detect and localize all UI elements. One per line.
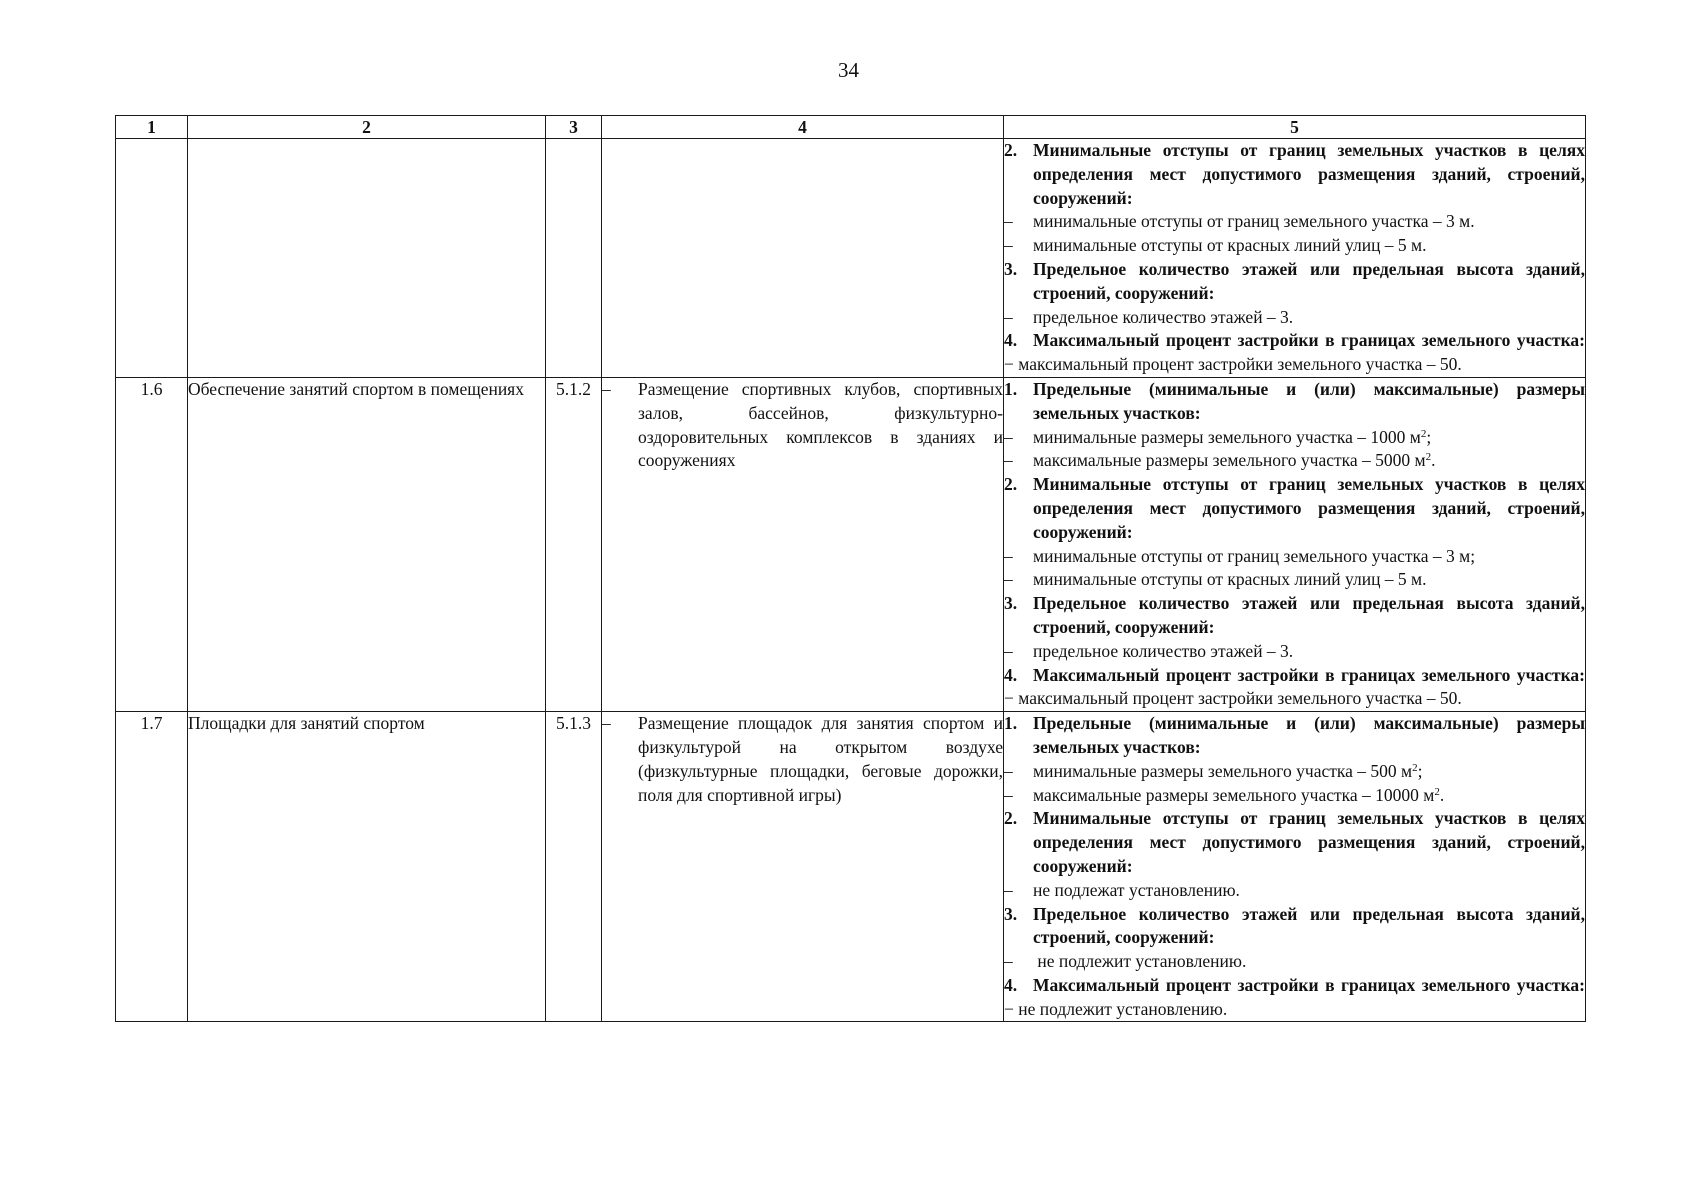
section-title: Предельное количество этажей или предельная высота зданий, строений, сооружений: <box>1033 903 1585 948</box>
section-number: 4. <box>1004 330 1018 351</box>
dash-marker: – <box>602 713 611 734</box>
dash-marker: – <box>1004 760 1013 781</box>
section-title: Минимальные отступы от границ земельных участков в целях определения мест допустимого размещения зданий, строений, сооружений: <box>1033 140 1585 208</box>
param-tail: . <box>1431 450 1436 471</box>
row-id: 1.6 <box>116 377 188 711</box>
dash-marker: – <box>1004 426 1013 447</box>
table-row-1-6 <box>116 377 1586 711</box>
param-value: минимальные размеры земельного участка – 500 м <box>1033 760 1413 781</box>
param-item <box>1004 545 1585 569</box>
section-number: 3. <box>1004 593 1018 614</box>
dash-marker: – <box>1004 879 1013 900</box>
description-text: Размещение спортивных клубов, спортивных залов, бассейнов, физкультурно-оздоровительных комплексов в зданиях и сооружениях <box>638 378 1003 471</box>
param-item-text <box>1033 760 1585 784</box>
dash-marker: – <box>1004 569 1013 590</box>
col-header-4: 4 <box>602 116 1004 139</box>
param-item <box>1004 784 1585 808</box>
dash-marker: – <box>1004 784 1013 805</box>
table-row-1-7 <box>116 712 1586 1022</box>
col-header-5: 5 <box>1004 116 1586 139</box>
row-code: 5.1.3 <box>546 712 602 1022</box>
dash-marker: – <box>1004 545 1013 566</box>
land-use-regulations-table <box>115 115 1586 1022</box>
param-item-text: минимальные отступы от границ земельного участка – 3 м. <box>1033 211 1475 232</box>
param-item <box>1004 950 1585 974</box>
param-value: минимальные размеры земельного участка – 1000 м <box>1033 426 1421 447</box>
section-number: 1. <box>1004 378 1018 399</box>
param-section-3 <box>1004 258 1585 306</box>
section-number: 2. <box>1004 474 1018 495</box>
cont-cell-desc <box>602 139 1004 378</box>
param-item-text <box>1033 784 1585 808</box>
section-title: Предельные (минимальные и (или) максимальные) размеры земельных участков: <box>1033 378 1585 423</box>
row-name: Обеспечение занятий спортом в помещениях <box>188 377 546 711</box>
param-item <box>1004 306 1585 330</box>
param-item-text <box>1033 449 1585 473</box>
section-title: Предельное количество этажей или предельная высота зданий, строений, сооружений: <box>1033 593 1585 637</box>
param-value: максимальные размеры земельного участка – 5000 м <box>1033 450 1426 471</box>
superscript: 2 <box>1425 451 1432 464</box>
row-id: 1.7 <box>116 712 188 1022</box>
row-name: Площадки для занятий спортом <box>188 712 546 1022</box>
section-title: Предельное количество этажей или предельная высота зданий, строений, сооружений: <box>1033 258 1585 303</box>
param-item <box>1004 234 1585 258</box>
section-number: 3. <box>1004 258 1018 279</box>
param-item <box>1004 879 1585 903</box>
cont-cell-params <box>1004 139 1586 378</box>
param-section-4 <box>1004 664 1585 688</box>
row-code: 5.1.2 <box>546 377 602 711</box>
param-final-line: − максимальный процент застройки земельного участка – 50. <box>1004 688 1462 709</box>
superscript: 2 <box>1412 761 1418 774</box>
cont-cell-id <box>116 139 188 378</box>
param-item-text: не подлежат установлению. <box>1033 879 1240 900</box>
param-section-3 <box>1004 592 1585 640</box>
param-section-2 <box>1004 473 1585 544</box>
param-tail: ; <box>1417 760 1423 781</box>
param-item <box>1004 449 1585 473</box>
param-item-text: предельное количество этажей – 3. <box>1033 306 1294 327</box>
param-item-text: не подлежит установлению. <box>1033 951 1247 972</box>
superscript: 2 <box>1420 427 1427 440</box>
section-number: 2. <box>1004 808 1018 829</box>
param-item-text <box>1033 426 1585 450</box>
section-title: Предельные (минимальные и (или) максимальные) размеры земельных участков: <box>1033 713 1585 757</box>
superscript: 2 <box>1434 785 1440 798</box>
row-params <box>1004 377 1586 711</box>
param-item-text: минимальные отступы от границ земельного участка – 3 м; <box>1033 545 1476 566</box>
param-final-line: − не подлежит установлению. <box>1004 998 1228 1019</box>
param-section-4 <box>1004 974 1585 998</box>
section-title: Минимальные отступы от границ земельных участков в целях определения мест допустимого размещения зданий, строений, сооружений: <box>1033 474 1585 542</box>
section-number: 4. <box>1004 974 1018 995</box>
param-item-text: предельное количество этажей – 3. <box>1033 640 1294 661</box>
row-params <box>1004 712 1586 1022</box>
dash-marker: – <box>1004 951 1013 972</box>
param-final-line: − максимальный процент застройки земельного участка – 50. <box>1004 354 1462 375</box>
section-number: 3. <box>1004 903 1018 924</box>
param-item <box>1004 210 1585 234</box>
param-section-1 <box>1004 378 1585 426</box>
section-title: Максимальный процент застройки в границах земельного участка: <box>1033 664 1585 685</box>
row-description <box>602 377 1004 711</box>
col-header-1: 1 <box>116 116 188 139</box>
row-description <box>602 712 1004 1022</box>
dash-marker: – <box>1004 235 1013 256</box>
cont-cell-name <box>188 139 546 378</box>
table-row-continuation <box>116 139 1586 378</box>
description-text: Размещение площадок для занятия спортом и физкультурой на открытом воздухе (физкультурные площадки, беговые дорожки, поля для спортивной игры) <box>638 713 1003 805</box>
param-tail: ; <box>1426 426 1432 447</box>
dash-marker: – <box>1004 306 1013 327</box>
page-number: 34 <box>838 58 859 82</box>
param-item-text: минимальные отступы от красных линий улиц – 5 м. <box>1033 569 1427 590</box>
param-section-4 <box>1004 329 1585 353</box>
param-section-2 <box>1004 139 1585 210</box>
section-number: 2. <box>1004 140 1018 160</box>
section-title: Минимальные отступы от границ земельных участков в целях определения мест допустимого размещения зданий, строений, сооружений: <box>1033 808 1585 876</box>
section-number: 1. <box>1004 713 1018 734</box>
param-value: максимальные размеры земельного участка – 10000 м <box>1033 784 1435 805</box>
table-header-row <box>116 116 1586 139</box>
section-title: Максимальный процент застройки в границах земельного участка: <box>1033 330 1585 351</box>
cont-cell-code <box>546 139 602 378</box>
param-item <box>1004 640 1585 664</box>
param-section-1 <box>1004 712 1585 760</box>
param-item <box>1004 426 1585 450</box>
dash-marker: – <box>1004 640 1013 661</box>
col-header-3: 3 <box>546 116 602 139</box>
section-title: Максимальный процент застройки в границах земельного участка: <box>1033 974 1585 995</box>
dash-marker: – <box>1004 211 1013 232</box>
col-header-2: 2 <box>188 116 546 139</box>
param-section-3 <box>1004 903 1585 951</box>
param-item <box>1004 568 1585 592</box>
param-item-text: минимальные отступы от красных линий улиц – 5 м. <box>1033 235 1427 256</box>
param-section-2 <box>1004 807 1585 878</box>
param-tail: . <box>1439 784 1445 805</box>
param-item <box>1004 760 1585 784</box>
dash-marker: – <box>1004 450 1013 471</box>
section-number: 4. <box>1004 664 1018 685</box>
dash-marker: – <box>602 378 611 399</box>
